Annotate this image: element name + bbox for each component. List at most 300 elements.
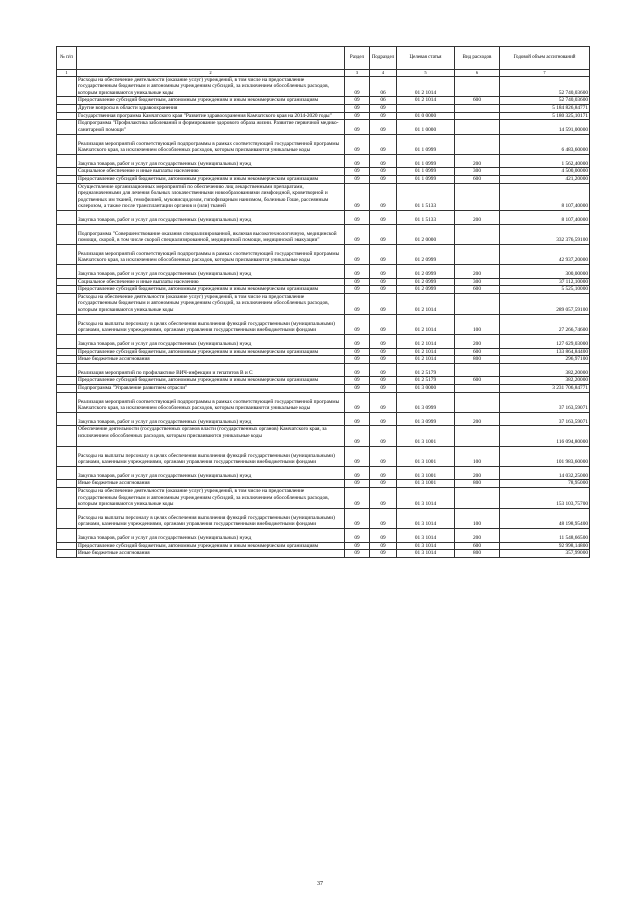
razdel-cell: 09 [345,293,370,314]
target-article-cell: 01 2 0999 [397,265,455,279]
column-number: 1 [57,70,77,77]
podrazdel-cell: 09 [370,348,397,356]
target-article-cell: 01 2 1014 [397,334,455,348]
expense-name-cell: Предоставление субсидий бюджетным, автономным учреждениям и иным некоммерческим организациям [77,348,345,356]
header-num: № п/п [57,47,77,70]
table-row [57,412,590,426]
row-number-cell [57,412,77,426]
target-article-cell: 01 3 1014 [397,542,455,550]
podrazdel-cell: 06 [370,76,397,97]
razdel-cell: 09 [345,134,370,154]
expense-name-cell: Предоставление субсидий бюджетным, автономным учреждениям и иным некоммерческим организациям [77,377,345,385]
row-number-cell [57,508,77,528]
row-number-cell [57,529,77,543]
expense-type-cell [455,392,500,412]
amount-cell: 27 266,74600 [500,314,590,334]
table-row [57,265,590,279]
podrazdel-cell: 09 [370,120,397,134]
podrazdel-cell: 06 [370,97,397,105]
podrazdel-cell: 09 [370,356,397,364]
razdel-cell: 09 [345,466,370,480]
expense-type-cell: 800 [455,550,500,558]
row-number-cell [57,426,77,446]
table-row [57,154,590,168]
podrazdel-cell: 09 [370,377,397,385]
table-row [57,76,590,97]
razdel-cell: 09 [345,550,370,558]
amount-cell: 101 983,60000 [500,446,590,466]
table-row [57,112,590,120]
amount-cell: 8 107,40000 [500,210,590,224]
table-row [57,286,590,294]
expense-type-cell [455,384,500,392]
row-number-cell [57,392,77,412]
expense-name-cell: Предоставление субсидий бюджетным, автономным учреждениям и иным некоммерческим организациям [77,542,345,550]
table-row [57,508,590,528]
table-row [57,542,590,550]
expense-name-cell: Реализация мероприятий соответствующей подпрограммы в рамках соответствующей государственной программы Камчатского края, за исключением обособленных расходов, которым присваиваются уникальные коды [77,134,345,154]
row-number-cell [57,542,77,550]
amount-cell: 421,20000 [500,175,590,183]
expense-type-cell [455,363,500,377]
expense-type-cell: 800 [455,356,500,364]
header-podrazdel: Подраздел [370,47,397,70]
podrazdel-cell: 09 [370,426,397,446]
razdel-cell: 09 [345,377,370,385]
amount-cell: 3 231 706,84771 [500,384,590,392]
amount-cell: 5 184 826,84771 [500,105,590,113]
table-row [57,278,590,286]
header-target-article: Целевая статья [397,47,455,70]
expense-type-cell: 200 [455,334,500,348]
amount-cell: 300,00000 [500,265,590,279]
podrazdel-cell: 09 [370,542,397,550]
razdel-cell: 09 [345,384,370,392]
amount-cell: 357,99000 [500,550,590,558]
expense-type-cell: 600 [455,97,500,105]
expense-type-cell [455,134,500,154]
table-row [57,314,590,334]
column-number: 7 [500,70,590,77]
razdel-cell: 09 [345,286,370,294]
row-number-cell [57,278,77,286]
amount-cell: 332 376,59100 [500,224,590,244]
table-row [57,334,590,348]
expense-type-cell [455,183,500,210]
row-number-cell [57,120,77,134]
target-article-cell: 01 2 0999 [397,244,455,264]
target-article-cell: 01 2 1014 [397,76,455,97]
expense-type-cell: 200 [455,154,500,168]
razdel-cell: 09 [345,154,370,168]
razdel-cell: 09 [345,356,370,364]
amount-cell: 127 629,03000 [500,334,590,348]
target-article-cell: 01 3 1001 [397,466,455,480]
expense-type-cell: 800 [455,480,500,488]
expense-type-cell: 200 [455,265,500,279]
target-article-cell: 01 2 1014 [397,348,455,356]
razdel-cell: 09 [345,412,370,426]
podrazdel-cell: 09 [370,446,397,466]
expense-name-cell: Подпрограмма "Управление развитием отрасли" [77,384,345,392]
target-article-cell: 01 1 5133 [397,210,455,224]
expense-type-cell [455,488,500,509]
razdel-cell: 09 [345,334,370,348]
table-row [57,363,590,377]
expense-type-cell [455,224,500,244]
podrazdel-cell: 09 [370,175,397,183]
amount-cell: 37 163,59071 [500,392,590,412]
target-article-cell: 01 3 0999 [397,412,455,426]
row-number-cell [57,363,77,377]
table-row [57,426,590,446]
row-number-cell [57,286,77,294]
expense-type-cell: 600 [455,348,500,356]
expense-type-cell: 600 [455,542,500,550]
row-number-cell [57,168,77,176]
expense-name-cell: Предоставление субсидий бюджетным, автономным учреждениям и иным некоммерческим организациям [77,97,345,105]
expense-name-cell: Закупка товаров, работ и услуг для государственных (муниципальных) нужд [77,529,345,543]
expense-name-cell: Реализация мероприятий соответствующей подпрограммы в рамках соответствующей государственной программы Камчатского края, за исключением обособленных расходов, которым присваиваются уникальные коды [77,392,345,412]
podrazdel-cell: 09 [370,363,397,377]
razdel-cell: 09 [345,392,370,412]
target-article-cell: 01 3 1001 [397,426,455,446]
podrazdel-cell: 09 [370,105,397,113]
expense-name-cell: Закупка товаров, работ и услуг для государственных (муниципальных) нужд [77,334,345,348]
expense-name-cell: Расходы на обеспечение деятельности (оказание услуг) учреждений, в том числе на предоставление государственным бюджетным и автономным учреждениям субсидий, за исключением обособленных расходов, которым присваиваются уникальные коды [77,488,345,509]
table-row [57,446,590,466]
podrazdel-cell: 09 [370,392,397,412]
expense-type-cell [455,76,500,97]
razdel-cell: 09 [345,446,370,466]
row-number-cell [57,105,77,113]
razdel-cell: 09 [345,210,370,224]
target-article-cell: 01 2 1014 [397,356,455,364]
podrazdel-cell: 09 [370,488,397,509]
expense-type-cell: 600 [455,286,500,294]
table-row [57,183,590,210]
podrazdel-cell: 09 [370,529,397,543]
row-number-cell [57,348,77,356]
podrazdel-cell: 09 [370,508,397,528]
table-row [57,168,590,176]
row-number-cell [57,224,77,244]
row-number-cell [57,314,77,334]
razdel-cell: 09 [345,183,370,210]
row-number-cell [57,210,77,224]
target-article-cell: 01 3 1014 [397,550,455,558]
target-article-cell: 01 3 0999 [397,392,455,412]
amount-cell: 116 094,80000 [500,426,590,446]
expense-type-cell: 300 [455,278,500,286]
target-article-cell: 01 3 1014 [397,488,455,509]
column-number-row [57,70,590,77]
expense-type-cell [455,112,500,120]
razdel-cell: 09 [345,480,370,488]
table-row [57,348,590,356]
expense-type-cell: 300 [455,168,500,176]
amount-cell: 11 548,66500 [500,529,590,543]
razdel-cell: 09 [345,426,370,446]
razdel-cell: 09 [345,314,370,334]
podrazdel-cell: 09 [370,278,397,286]
budget-table-body [57,76,590,557]
expense-name-cell: Расходы на обеспечение деятельности (оказание услуг) учреждений, в том числе на предоставление государственным бюджетным и автономным учреждениям субсидий, за исключением обособленных расходов, которым присваиваются уникальные коды [77,293,345,314]
podrazdel-cell: 09 [370,168,397,176]
expense-type-cell: 200 [455,412,500,426]
razdel-cell: 09 [345,265,370,279]
razdel-cell: 09 [345,76,370,97]
target-article-cell: 01 1 0999 [397,134,455,154]
podrazdel-cell: 09 [370,412,397,426]
table-row [57,293,590,314]
row-number-cell [57,244,77,264]
expense-name-cell: Закупка товаров, работ и услуг для государственных (муниципальных) нужд [77,265,345,279]
podrazdel-cell: 09 [370,265,397,279]
podrazdel-cell: 09 [370,550,397,558]
target-article-cell: 01 3 1014 [397,508,455,528]
expense-type-cell [455,426,500,446]
row-number-cell [57,488,77,509]
expense-type-cell: 200 [455,210,500,224]
razdel-cell: 09 [345,105,370,113]
expense-name-cell: Закупка товаров, работ и услуг для государственных (муниципальных) нужд [77,412,345,426]
podrazdel-cell: 09 [370,480,397,488]
table-row [57,175,590,183]
expense-name-cell: Расходы на выплаты персоналу в целях обеспечения выполнения функций государственными (муниципальными) органами, казенными учреждениями, органами управления государственными внебюджетными фондами [77,446,345,466]
podrazdel-cell: 09 [370,244,397,264]
expense-name-cell: Расходы на обеспечение деятельности (оказание услуг) учреждений, в том числе на предоставление государственным бюджетным и автономным учреждениям субсидий, за исключением обособленных расходов, которым присваиваются уникальные коды [77,76,345,97]
amount-cell: 153 103,75700 [500,488,590,509]
row-number-cell [57,446,77,466]
table-row [57,488,590,509]
header-annual-amount: Годовой объем ассигнований [500,47,590,70]
target-article-cell: 01 2 5179 [397,363,455,377]
podrazdel-cell: 09 [370,286,397,294]
row-number-cell [57,466,77,480]
row-number-cell [57,550,77,558]
target-article-cell: 01 2 0000 [397,224,455,244]
table-row [57,466,590,480]
header-razdel: Раздел [345,47,370,70]
table-row [57,480,590,488]
podrazdel-cell: 09 [370,183,397,210]
podrazdel-cell: 09 [370,112,397,120]
amount-cell: 37 112,10000 [500,278,590,286]
row-number-cell [57,175,77,183]
table-row [57,244,590,264]
expense-name-cell: Иные бюджетные ассигнования [77,480,345,488]
column-number: 5 [397,70,455,77]
table-row [57,550,590,558]
amount-cell: 289 057,59100 [500,293,590,314]
row-number-cell [57,480,77,488]
amount-cell: 42 937,20000 [500,244,590,264]
expense-type-cell: 600 [455,377,500,385]
amount-cell: 14 591,00000 [500,120,590,134]
target-article-cell: 01 3 1001 [397,480,455,488]
expense-type-cell: 200 [455,466,500,480]
header-expense-type: Вид расходов [455,47,500,70]
razdel-cell: 09 [345,488,370,509]
amount-cell: 6 483,60000 [500,134,590,154]
target-article-cell: 01 1 5133 [397,183,455,210]
razdel-cell: 09 [345,529,370,543]
target-article-cell: 01 3 1001 [397,446,455,466]
target-article-cell: 01 2 1014 [397,314,455,334]
target-article-cell: 01 3 0000 [397,384,455,392]
row-number-cell [57,76,77,97]
podrazdel-cell: 09 [370,466,397,480]
table-row [57,97,590,105]
expense-name-cell: Реализация мероприятий соответствующей подпрограммы в рамках соответствующей государственной программы Камчатского края, за исключением обособленных расходов, которым присваиваются уникальные коды [77,244,345,264]
budget-document [56,46,589,558]
expense-type-cell: 100 [455,314,500,334]
expense-name-cell: Иные бюджетные ассигнования [77,550,345,558]
podrazdel-cell: 09 [370,384,397,392]
razdel-cell: 09 [345,244,370,264]
target-article-cell: 01 2 5179 [397,377,455,385]
expense-name-cell: Расходы на выплаты персоналу в целях обеспечения выполнения функций государственными (муниципальными) органами, казенными учреждениями, органами управления государственными внебюджетными фондами [77,508,345,528]
expense-type-cell [455,120,500,134]
row-number-cell [57,112,77,120]
expense-type-cell: 600 [455,175,500,183]
table-row [57,210,590,224]
table-row [57,384,590,392]
expense-type-cell: 100 [455,508,500,528]
expense-name-cell: Подпрограмма "Совершенствование оказания специализированной, включая высокотехнологичную, медицинской помощи, скорой, в том числе скорой специализированной, медицинской помощи, медицинской эвакуации" [77,224,345,244]
expense-type-cell [455,293,500,314]
table-row [57,134,590,154]
expense-name-cell: Предоставление субсидий бюджетным, автономным учреждениям и иным некоммерческим организациям [77,286,345,294]
expense-name-cell: Закупка товаров, работ и услуг для государственных (муниципальных) нужд [77,210,345,224]
page-number: 37 [317,881,323,887]
podrazdel-cell: 09 [370,334,397,348]
amount-cell: 5 180 325,10171 [500,112,590,120]
target-article-cell: 01 2 0999 [397,286,455,294]
podrazdel-cell: 09 [370,314,397,334]
row-number-cell [57,265,77,279]
budget-table [56,46,590,558]
row-number-cell [57,183,77,210]
table-row [57,377,590,385]
expense-name-cell: Социальное обеспечение и иные выплаты населению [77,278,345,286]
table-row [57,105,590,113]
razdel-cell: 09 [345,508,370,528]
target-article-cell: 01 2 1014 [397,97,455,105]
razdel-cell: 09 [345,348,370,356]
razdel-cell: 09 [345,363,370,377]
row-number-cell [57,377,77,385]
table-row [57,529,590,543]
table-row [57,224,590,244]
column-number: 6 [455,70,500,77]
amount-cell: 382,20000 [500,363,590,377]
amount-cell: 52 740,03600 [500,97,590,105]
podrazdel-cell: 09 [370,134,397,154]
column-number: 4 [370,70,397,77]
row-number-cell [57,293,77,314]
razdel-cell: 09 [345,120,370,134]
amount-cell: 382,20000 [500,377,590,385]
amount-cell: 5 525,10000 [500,286,590,294]
target-article-cell [397,105,455,113]
razdel-cell: 09 [345,97,370,105]
podrazdel-cell: 09 [370,154,397,168]
row-number-cell [57,97,77,105]
row-number-cell [57,154,77,168]
expense-name-cell: Осуществление организационных мероприятий по обеспечению лиц лекарственными препаратами, предназначенными для лечения больных злокачественными новообразованиями лимфоидной, кроветворной и родственных им тканей, гемофилией, муковисцидозом, гипофизарным нанизмом, болезнью Гоше, рассеянным склерозом, а также после трансплантации органов и (или) тканей [77,183,345,210]
amount-cell: 133 864,84400 [500,348,590,356]
razdel-cell: 09 [345,278,370,286]
podrazdel-cell: 09 [370,293,397,314]
target-article-cell: 01 2 1014 [397,293,455,314]
expense-type-cell: 100 [455,446,500,466]
expense-name-cell: Другие вопросы в области здравоохранения [77,105,345,113]
podrazdel-cell: 09 [370,224,397,244]
expense-name-cell: Расходы на выплаты персоналу в целях обеспечения выполнения функций государственными (муниципальными) органами, казенными учреждениями, органами управления государственными внебюджетными фондами [77,314,345,334]
expense-name-cell: Закупка товаров, работ и услуг для государственных (муниципальных) нужд [77,154,345,168]
column-number: 3 [345,70,370,77]
table-row [57,120,590,134]
amount-cell: 48 198,95400 [500,508,590,528]
expense-name-cell: Иные бюджетные ассигнования [77,356,345,364]
razdel-cell: 09 [345,168,370,176]
amount-cell: 37 163,59071 [500,412,590,426]
target-article-cell: 01 1 0000 [397,120,455,134]
row-number-cell [57,384,77,392]
razdel-cell: 09 [345,175,370,183]
razdel-cell: 09 [345,224,370,244]
table-row [57,392,590,412]
expense-type-cell: 200 [455,529,500,543]
table-row [57,356,590,364]
expense-type-cell [455,105,500,113]
row-number-cell [57,334,77,348]
amount-cell: 296,97100 [500,356,590,364]
header-name [77,47,345,70]
target-article-cell: 01 3 1014 [397,529,455,543]
target-article-cell: 01 0 0000 [397,112,455,120]
expense-name-cell: Предоставление субсидий бюджетным, автономным учреждениям и иным некоммерческим организациям [77,175,345,183]
amount-cell: 92 998,14800 [500,542,590,550]
expense-name-cell: Социальное обеспечение и иные выплаты населению [77,168,345,176]
expense-name-cell: Закупка товаров, работ и услуг для государственных (муниципальных) нужд [77,466,345,480]
amount-cell: 8 107,40000 [500,183,590,210]
expense-name-cell: Реализация мероприятий по профилактике ВИЧ-инфекции и гепатитов B и C [77,363,345,377]
target-article-cell: 01 1 0999 [397,168,455,176]
header-row [57,47,590,70]
amount-cell: 52 740,03600 [500,76,590,97]
target-article-cell: 01 2 0999 [397,278,455,286]
expense-type-cell [455,244,500,264]
row-number-cell [57,134,77,154]
column-number: 2 [77,70,345,77]
expense-name-cell: Государственная программа Камчатского края "Развитие здравоохранения Камчатского края на 2014-2020 годы" [77,112,345,120]
amount-cell: 4 500,00000 [500,168,590,176]
razdel-cell: 09 [345,542,370,550]
expense-name-cell: Обеспечение деятельности (государственных органов власти (государственных органов) Камчатского края, за исключением обособленных расходов, которым присваиваются уникальные коды [77,426,345,446]
amount-cell: 14 032,25000 [500,466,590,480]
expense-name-cell: Подпрограмма "Профилактика заболеваний и формирование здорового образа жизни. Развитие первичной медико-санитарной помощи" [77,120,345,134]
podrazdel-cell: 09 [370,210,397,224]
razdel-cell: 09 [345,112,370,120]
amount-cell: 1 562,40000 [500,154,590,168]
target-article-cell: 01 1 0999 [397,175,455,183]
amount-cell: 78,95000 [500,480,590,488]
target-article-cell: 01 1 0999 [397,154,455,168]
row-number-cell [57,356,77,364]
